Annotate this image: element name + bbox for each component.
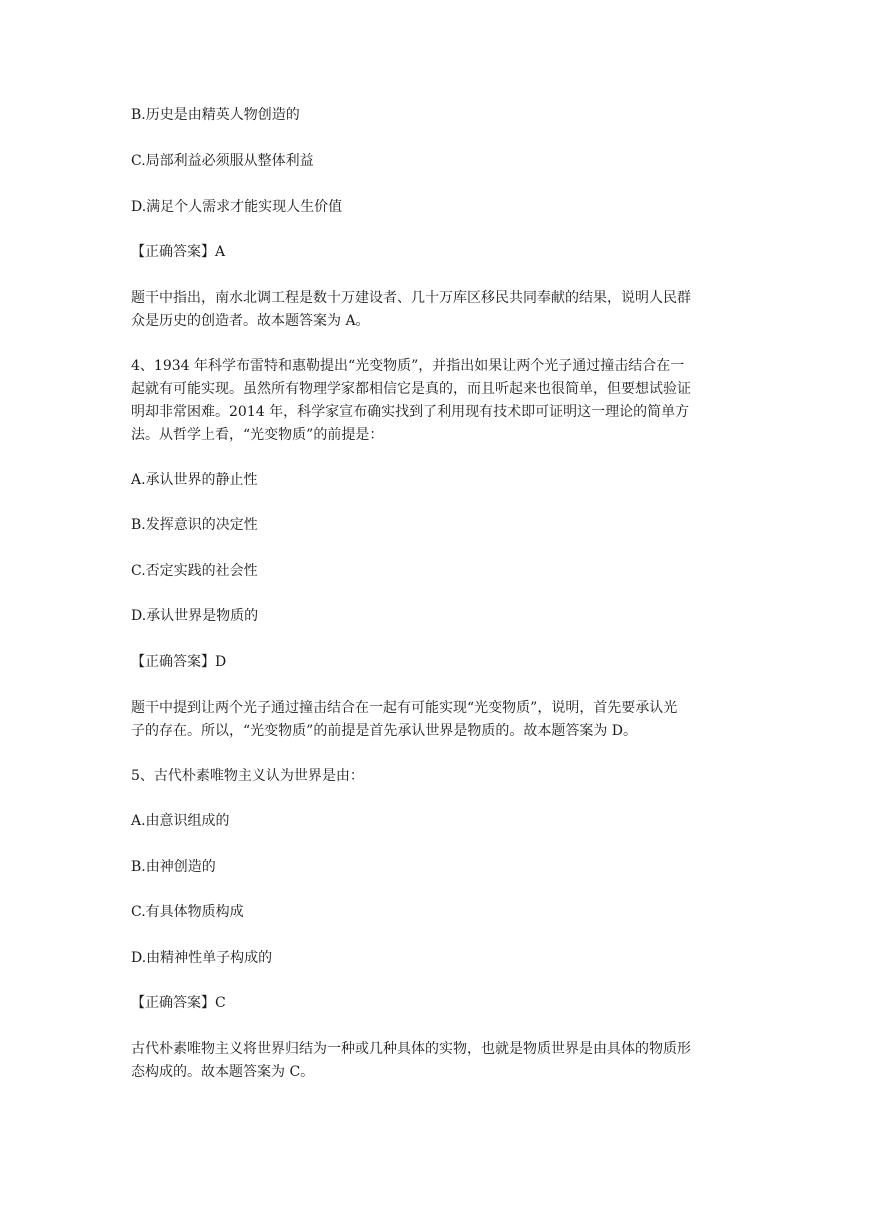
answer-q4: 【正确答案】D: [131, 654, 227, 670]
q5-option-a: A.由意识组成的: [131, 813, 230, 829]
q5-option-b: B.由神创造的: [131, 859, 216, 875]
q4-option-b: B.发挥意识的决定性: [131, 517, 258, 533]
q4-option-d: D.承认世界是物质的: [131, 608, 259, 624]
explanation-q4: 题干中提到让两个光子通过撞击结合在一起有可能实现“光变物质”，说明，首先要承认光 子的存在。所以，“光变物质”的前提是首先承认世界是物质的。故本题答案为 D。: [131, 700, 678, 739]
explanation-q3: 题干中指出，南水北调工程是数十万建设者、几十万库区移民共同奉献的结果，说明人民群 众是历史的创造者。故本题答案为 A。: [131, 290, 691, 329]
option-d-needs: D.满足个人需求才能实现人生价值: [131, 199, 343, 215]
answer-q3: 【正确答案】A: [131, 244, 226, 260]
question-5: 5、古代朴素唯物主义认为世界是由：: [131, 768, 364, 784]
q4-option-a: A.承认世界的静止性: [131, 472, 258, 488]
question-4: 4、1934 年科学布雷特和惠勒提出“光变物质”，并指出如果让两个光子通过撞击结合在一 起就有可能实现。虽然所有物理学家都相信它是真的，而且听起来也很简单，但要想试验证 明却非常困难。2014 年，科学家宣布确实找到了利用现有技术即可证明这一理论的简单方 法。从哲学上看，“光变物质”的前提是：: [131, 358, 691, 443]
option-c-interest: C.局部利益必须服从整体利益: [131, 153, 314, 169]
q5-option-c: C.有具体物质构成: [131, 904, 244, 920]
q4-option-c: C.否定实践的社会性: [131, 563, 258, 579]
answer-q5: 【正确答案】C: [131, 995, 226, 1011]
option-b-history: B.历史是由精英人物创造的: [131, 107, 300, 123]
explanation-q5: 古代朴素唯物主义将世界归结为一种或几种具体的实物，也就是物质世界是由具体的物质形 态构成的。故本题答案为 C。: [131, 1041, 691, 1080]
q5-option-d: D.由精神性单子构成的: [131, 950, 273, 966]
